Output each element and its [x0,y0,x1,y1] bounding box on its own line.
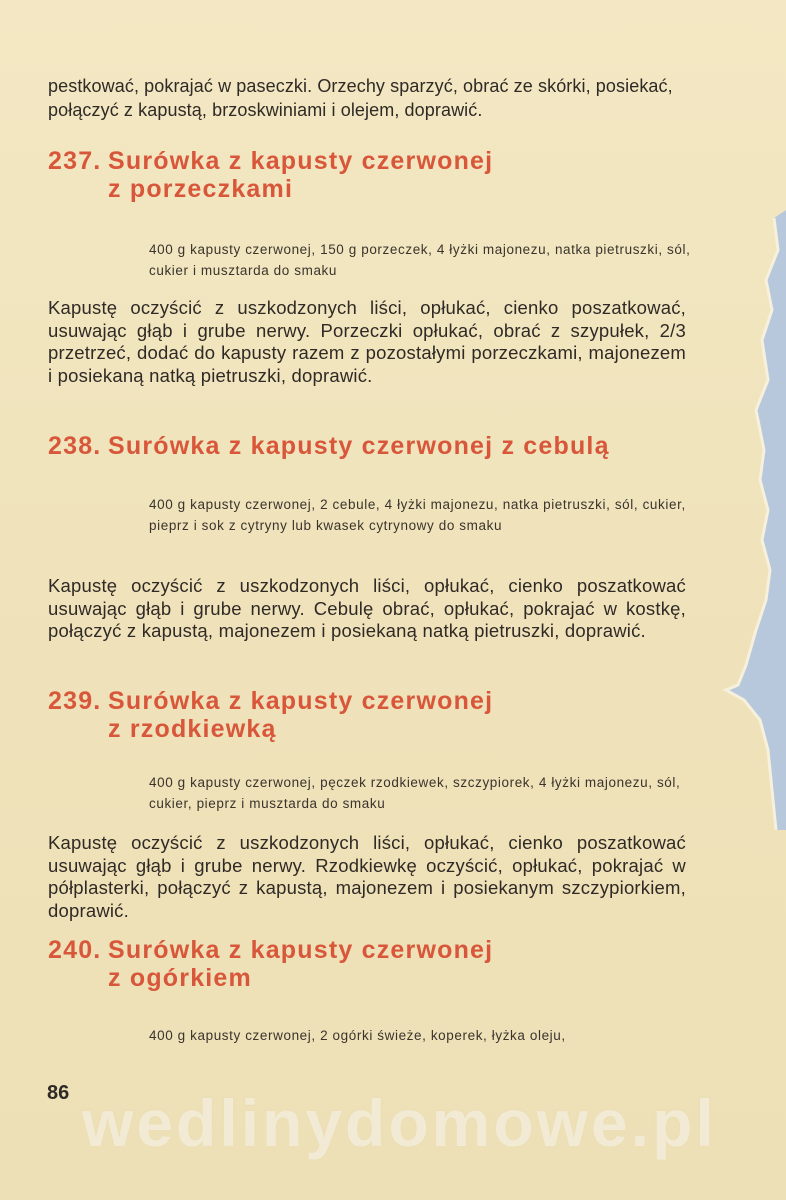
recipe-237-ingredients: 400 g kapusty czerwonej, 150 g porzeczek, 4 łyżki majonezu, natka pietruszki, sól, cukier i musztarda do smaku [149,242,691,278]
recipe-240-heading [48,936,493,992]
recipe-239-heading [48,687,493,743]
recipe-237-instructions: Kapustę oczyścić z uszkodzonych liści, opłukać, cienko poszatkować, usuwając głąb i grube nerwy. Porzeczki opłukać, obrać z szypułek, 2/3 przetrzeć, dodać do kapusty razem z pozostałymi porzeczkami, majonezem i posiekaną natką pietruszki, doprawić. [48,297,686,386]
recipe-number: 239. [48,687,102,715]
recipe-title-line1: Surówka z kapusty czerwonej [108,687,494,715]
continuation-text: pestkować, pokrajać w paseczki. Orzechy sparzyć, obrać ze skórki, posiekać, połączyć z kapustą, brzoskwiniami i olejem, doprawić. [48,76,673,120]
recipe-240-ingredients: 400 g kapusty czerwonej, 2 ogórki świeże, koperek, łyżka oleju, [149,1028,566,1043]
recipe-number: 237. [48,147,102,175]
recipe-number: 238. [48,432,102,460]
recipe-title-line2: z rzodkiewką [108,715,277,743]
torn-page-edge [716,210,786,830]
recipe-title-line1: Surówka z kapusty czerwonej z cebulą [108,432,610,460]
recipe-239-instructions: Kapustę oczyścić z uszkodzonych liści, opłukać, cienko poszatkować usuwając głąb i grube nerwy. Rzodkiewkę oczyścić, opłukać, pokrajać w półplasterki, połączyć z kapustą, majonezem i posiekanym szczypiorkiem, doprawić. [48,832,686,921]
recipe-title-line2: z porzeczkami [108,175,294,203]
recipe-title-line1: Surówka z kapusty czerwonej [108,936,494,964]
page-number: 86 [47,1082,70,1104]
recipe-237-heading [48,147,493,203]
recipe-number: 240. [48,936,102,964]
recipe-238-instructions: Kapustę oczyścić z uszkodzonych liści, opłukać, cienko poszatkować usuwając głąb i grube nerwy. Cebulę obrać, opłukać, pokrajać w kostkę, połączyć z kapustą, majonezem i posiekaną natką pietruszki, doprawić. [48,575,686,641]
watermark: wedlinydomowe.pl [82,1086,717,1160]
recipe-238-heading [48,432,610,460]
recipe-title-line1: Surówka z kapusty czerwonej [108,147,494,175]
recipe-title-line2: z ogórkiem [108,964,252,992]
recipe-238-ingredients: 400 g kapusty czerwonej, 2 cebule, 4 łyżki majonezu, natka pietruszki, sól, cukier, pieprz i sok z cytryny lub kwasek cytrynowy do smaku [149,497,686,533]
recipe-239-ingredients: 400 g kapusty czerwonej, pęczek rzodkiewek, szczypiorek, 4 łyżki majonezu, sól, cukier, pieprz i musztarda do smaku [149,775,681,811]
